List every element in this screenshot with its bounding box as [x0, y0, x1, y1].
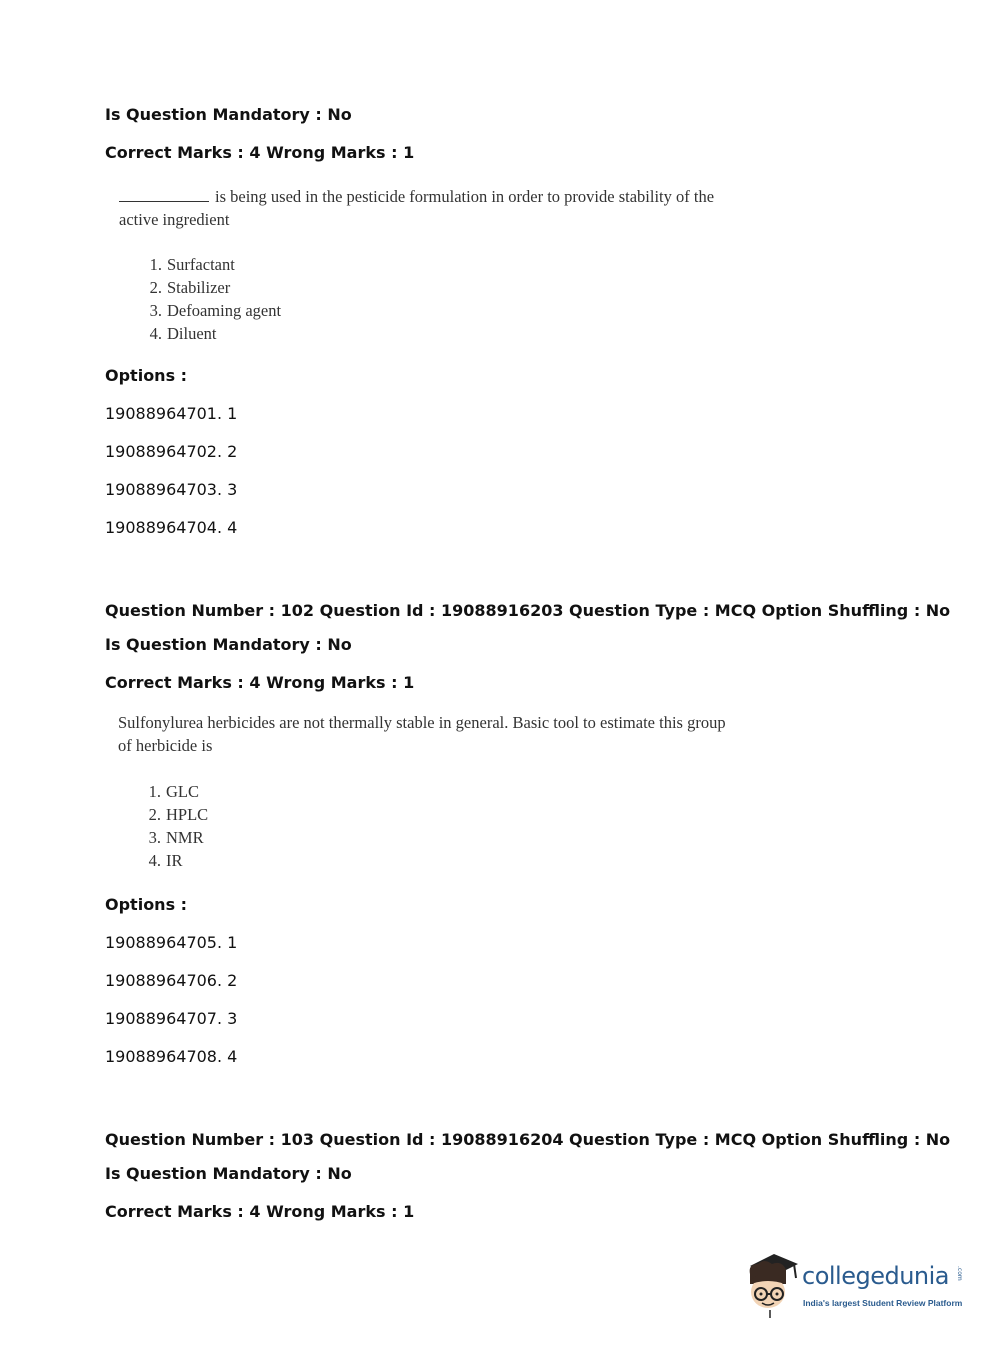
blank-line: [119, 187, 209, 202]
question-text-line: active ingredient: [119, 210, 230, 229]
choice-item: 1. GLC: [148, 782, 199, 801]
choice-item: 4. IR: [148, 851, 183, 870]
option-item: 19088964708. 4: [105, 1047, 238, 1066]
option-item: 19088964707. 3: [105, 1009, 238, 1028]
choice-item: 3. NMR: [148, 828, 204, 847]
choice-item: 2. HPLC: [148, 805, 209, 824]
question-text-line: Sulfonylurea herbicides are not thermally stable in general. Basic tool to estimate this group: [118, 713, 726, 732]
marks-line: Correct Marks : 4 Wrong Marks : 1: [105, 143, 415, 162]
option-item: 19088964705. 1: [105, 933, 238, 952]
question-text-line: [119, 185, 714, 208]
question-header: Question Number : 102 Question Id : 19088916203 Question Type : MCQ Option Shuffling : No: [105, 601, 951, 620]
options-label: Options :: [105, 366, 188, 385]
marks-line: Correct Marks : 4 Wrong Marks : 1: [105, 1202, 415, 1221]
question-text-line: of herbicide is: [118, 736, 213, 755]
collegedunia-logo: [742, 1250, 972, 1320]
mandatory-line: Is Question Mandatory : No: [105, 105, 352, 124]
option-item: 19088964701. 1: [105, 404, 238, 423]
option-item: 19088964703. 3: [105, 480, 238, 499]
mandatory-line: Is Question Mandatory : No: [105, 635, 352, 654]
choice-list: [118, 780, 726, 872]
question-image: [119, 185, 714, 345]
choice-item: 1. Surfactant: [149, 255, 235, 274]
logo-wordmark: collegedunia: [802, 1262, 950, 1290]
logo-com: .com: [956, 1266, 963, 1281]
option-item: 19088964702. 2: [105, 442, 238, 461]
mandatory-line: Is Question Mandatory : No: [105, 1164, 352, 1183]
option-item: 19088964704. 4: [105, 518, 238, 537]
choice-list: [119, 253, 714, 345]
option-item: 19088964706. 2: [105, 971, 238, 990]
marks-line: Correct Marks : 4 Wrong Marks : 1: [105, 673, 415, 692]
choice-item: 3. Defoaming agent: [149, 301, 282, 320]
question-text: is being used in the pesticide formulation in order to provide stability of the: [215, 187, 715, 206]
choice-item: 2. Stabilizer: [149, 278, 231, 297]
choice-item: 4. Diluent: [149, 324, 217, 343]
logo-tagline: India's largest Student Review Platform: [803, 1298, 963, 1308]
mascot-icon: [742, 1250, 802, 1320]
question-image: [118, 711, 726, 872]
options-label: Options :: [105, 895, 188, 914]
question-header: Question Number : 103 Question Id : 19088916204 Question Type : MCQ Option Shuffling : No: [105, 1130, 951, 1149]
